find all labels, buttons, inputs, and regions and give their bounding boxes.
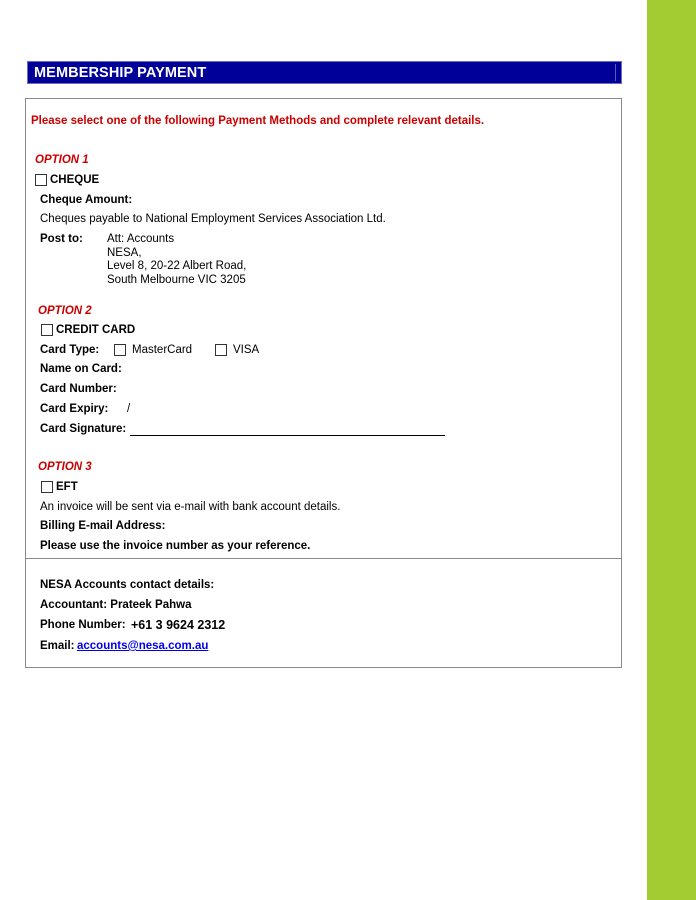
postal-address (107, 233, 246, 287)
mastercard-label: MasterCard (132, 344, 193, 356)
reference-text: Please use the invoice number as your reference. (40, 540, 311, 552)
contact-heading: NESA Accounts contact details: (40, 579, 215, 591)
accountant-name: Accountant: Prateek Pahwa (40, 599, 192, 611)
option1-label: OPTION 1 (35, 154, 89, 166)
visa-label: VISA (233, 344, 260, 356)
address-line: Level 8, 20-22 Albert Road, (107, 260, 247, 272)
payment-form (25, 98, 622, 668)
email-link[interactable]: accounts@nesa.com.au (77, 640, 209, 652)
eft-invoice-text: An invoice will be sent via e-mail with bank account details. (40, 501, 341, 513)
cheque-amount-label: Cheque Amount: (40, 194, 133, 206)
card-type-label: Card Type: (40, 344, 100, 356)
option3-label: OPTION 3 (38, 461, 92, 473)
section-divider (26, 558, 621, 559)
phone-label: Phone Number: (40, 619, 126, 631)
cheque-payable-text: Cheques payable to National Employment Services Association Ltd. (40, 213, 386, 225)
phone-value: +61 3 9624 2312 (131, 618, 226, 632)
card-signature-label: Card Signature: (40, 423, 127, 435)
cheque-method-label: CHEQUE (50, 174, 100, 186)
address-line: NESA, (107, 246, 142, 259)
visa-checkbox[interactable] (215, 344, 227, 356)
page-title: MEMBERSHIP PAYMENT (34, 65, 207, 81)
name-on-card-label: Name on Card: (40, 363, 122, 375)
billing-email-label: Billing E-mail Address: (40, 520, 166, 532)
section-header (27, 61, 622, 84)
eft-method-label: EFT (56, 481, 78, 493)
address-line: South Melbourne VIC 3205 (107, 273, 246, 286)
credit-card-method-label: CREDIT CARD (56, 324, 136, 336)
instructions: Please select one of the following Payment Methods and complete relevant details. (31, 115, 485, 127)
post-to-label: Post to: (40, 233, 83, 245)
cheque-checkbox[interactable] (35, 174, 47, 186)
card-expiry-label: Card Expiry: (40, 403, 109, 415)
header-rule (615, 64, 616, 81)
card-expiry-separator: / (127, 403, 131, 415)
signature-line[interactable] (130, 435, 445, 436)
credit-card-checkbox[interactable] (41, 324, 53, 336)
email-label: Email: (40, 640, 75, 652)
address-line: Att: Accounts (107, 233, 175, 245)
eft-checkbox[interactable] (41, 481, 53, 493)
side-accent-bar (647, 0, 696, 900)
option2-label: OPTION 2 (38, 305, 92, 317)
mastercard-checkbox[interactable] (114, 344, 126, 356)
card-number-label: Card Number: (40, 383, 117, 395)
